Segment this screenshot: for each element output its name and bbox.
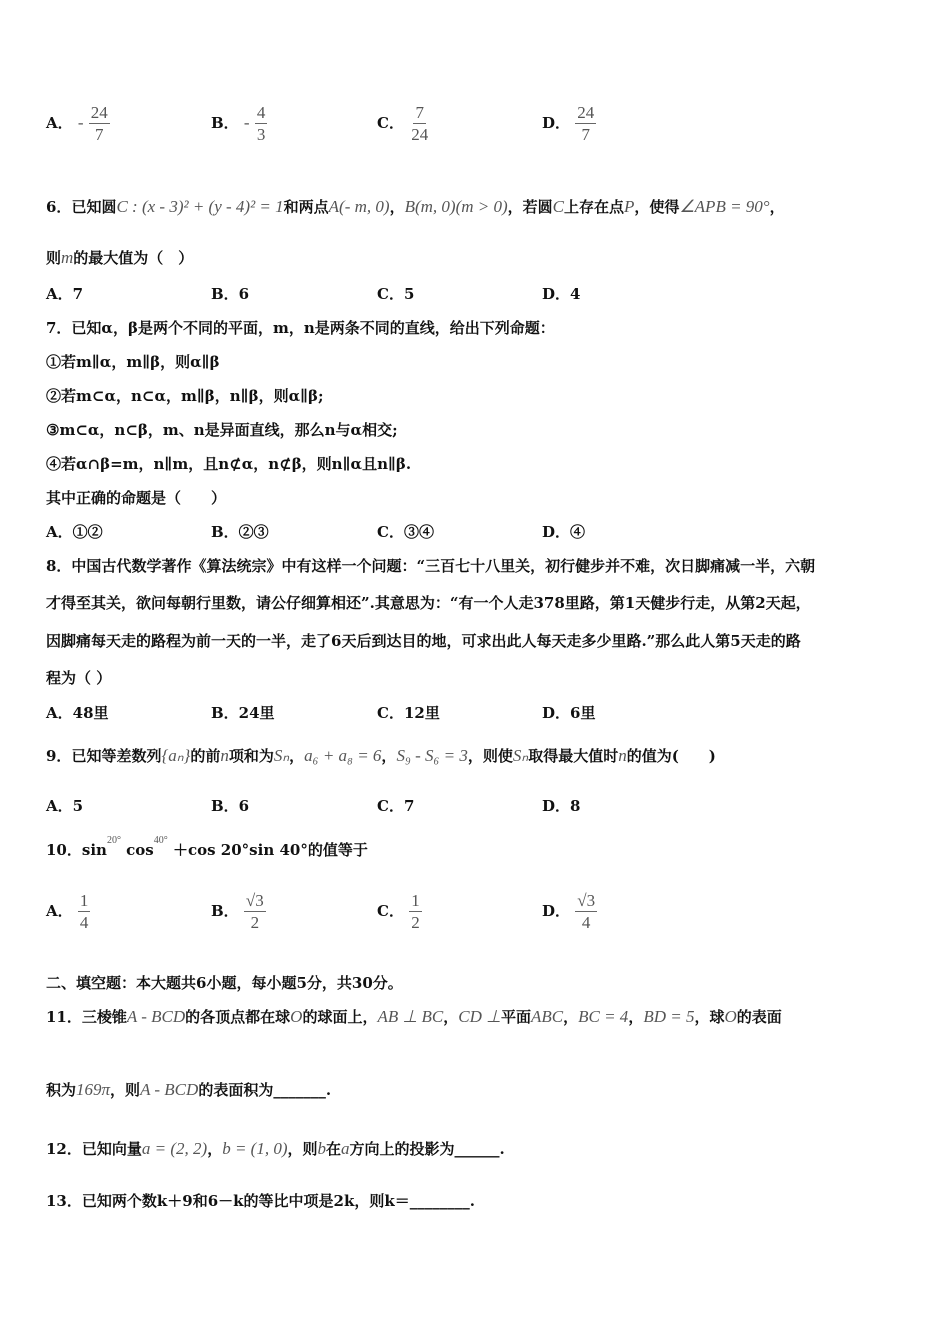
q11-stem-line2: 积为169π，则A - BCD的表面积为_______. <box>46 1080 332 1099</box>
option-label: C． <box>377 113 404 132</box>
q10-option-d[interactable] <box>542 890 597 934</box>
q8-stem-line2: 才得至其关，欲问每朝行里数，请公仔细算相还”.其意思为：“有一个人走378里路，第1天健步行走，从第2天起， <box>46 594 811 612</box>
q6-option-a[interactable]: A．7 <box>46 285 84 303</box>
q7-statement-1: ①若m∥α，m∥β，则α∥β <box>46 353 220 371</box>
option-label: A． <box>46 901 73 920</box>
option-label: C． <box>377 901 404 920</box>
q7-statement-3: ③m⊂α，n⊂β，m、n是异面直线，那么n与α相交; <box>46 421 398 439</box>
q5-option-b[interactable]: B． - $\frac{4}{3}$ <box>211 103 266 145</box>
q10-option-b[interactable] <box>211 890 266 934</box>
q7-option-b[interactable]: B．②③ <box>211 523 269 541</box>
q13-stem: 13．已知两个数k＋9和6－k的等比中项是2k，则k＝________. <box>46 1192 475 1210</box>
q6-stem: 6．已知圆C : (x - 3)² + (y - 4)² = 1和两点A(- m, 0)，B(m, 0)(m > 0)，若圆C上存在点P，使得∠APB = 90°， <box>46 197 785 216</box>
q7-option-a[interactable]: A．①② <box>46 523 103 541</box>
q7-stem: 7．已知α，β是两个不同的平面，m，n是两条不同的直线，给出下列命题： <box>46 319 555 337</box>
q6-option-c[interactable]: C．5 <box>377 285 415 303</box>
q7-statement-4: ④若α∩β=m，n∥m，且n⊄α，n⊄β，则n∥α且n∥β. <box>46 455 412 473</box>
q8-option-d[interactable]: D．6里 <box>542 704 596 722</box>
q8-stem-line1: 8．中国古代数学著作《算法统宗》中有这样一个问题：“三百七十八里关，初行健步并不难，次日脚痛减一半，六朝 <box>46 557 816 575</box>
fraction: $\frac{24}{7}$ <box>577 103 595 145</box>
fraction: $\frac{√3}{2}$ <box>245 891 264 933</box>
q8-option-a[interactable]: A．48里 <box>46 704 109 722</box>
q9-option-c[interactable]: C．7 <box>377 797 415 815</box>
option-label: B． <box>211 113 239 132</box>
section-title: 二、填空题：本大题共6小题，每小题5分，共30分。 <box>46 974 403 992</box>
q10-stem: 10．$\sin^{20^\circ} \cos^{40^\circ} +\cos$ 20°sin 40°的值等于 <box>46 835 368 859</box>
q8-stem-line3: 因脚痛每天走的路程为前一天的一半，走了6天后到达目的地，可求出此人每天走多少里路.”那么此人第5天走的路 <box>46 632 801 650</box>
option-label: A． <box>46 113 73 132</box>
q9-option-d[interactable]: D．8 <box>542 797 581 815</box>
fraction: $\frac{24}{7}$ <box>90 103 108 145</box>
option-label: B． <box>211 901 239 920</box>
q8-option-b[interactable]: B．24里 <box>211 704 275 722</box>
q6-stem-line2: 则m的最大值为（ ） <box>46 248 194 267</box>
q6-option-d[interactable]: D．4 <box>542 285 581 303</box>
q9-option-b[interactable]: B．6 <box>211 797 250 815</box>
q7-statement-2: ②若m⊂α，n⊂α，m∥β，n∥β，则α∥β; <box>46 387 324 405</box>
q8-stem-line4: 程为（ ） <box>46 669 112 687</box>
fraction: $\frac{1}{4}$ <box>79 891 89 933</box>
q9-stem: 9．已知等差数列{aₙ}的前n项和为Sₙ，a₆ + a₈ = 6，S₉ - S₆ = 3，则使Sₙ取得最大值时n的值为( ) <box>46 746 716 765</box>
q7-option-c[interactable]: C．③④ <box>377 523 434 541</box>
fraction: $\frac{1}{2}$ <box>411 891 420 933</box>
fraction: $\frac{7}{24}$ <box>411 103 429 145</box>
q7-option-d[interactable]: D．④ <box>542 523 586 541</box>
q8-option-c[interactable]: C．12里 <box>377 704 440 722</box>
fraction: $\frac{4}{3}$ <box>256 103 266 145</box>
q5-option-a[interactable]: A． - $\frac{24}{7}$ <box>46 103 108 145</box>
q6-option-b[interactable]: B．6 <box>211 285 250 303</box>
fraction: $\frac{√3}{4}$ <box>577 891 596 933</box>
q10-option-c[interactable] <box>377 890 422 934</box>
q9-option-a[interactable]: A．5 <box>46 797 84 815</box>
option-label: D． <box>542 113 571 132</box>
q10-option-a[interactable] <box>46 890 90 934</box>
option-label: D． <box>542 901 571 920</box>
q11-stem: 11．三棱锥A - BCD的各顶点都在球O的球面上，AB ⊥ BC，CD ⊥平面ABC，BC = 4，BD = 5，球O的表面 <box>46 1007 782 1026</box>
q7-question: 其中正确的命题是（ ） <box>46 489 227 507</box>
q5-option-d[interactable] <box>542 102 596 146</box>
q12-stem: 12．已知向量a = (2, 2)，b = (1, 0)，则b在a方向上的投影为______. <box>46 1139 505 1158</box>
q5-option-c[interactable] <box>377 102 430 146</box>
